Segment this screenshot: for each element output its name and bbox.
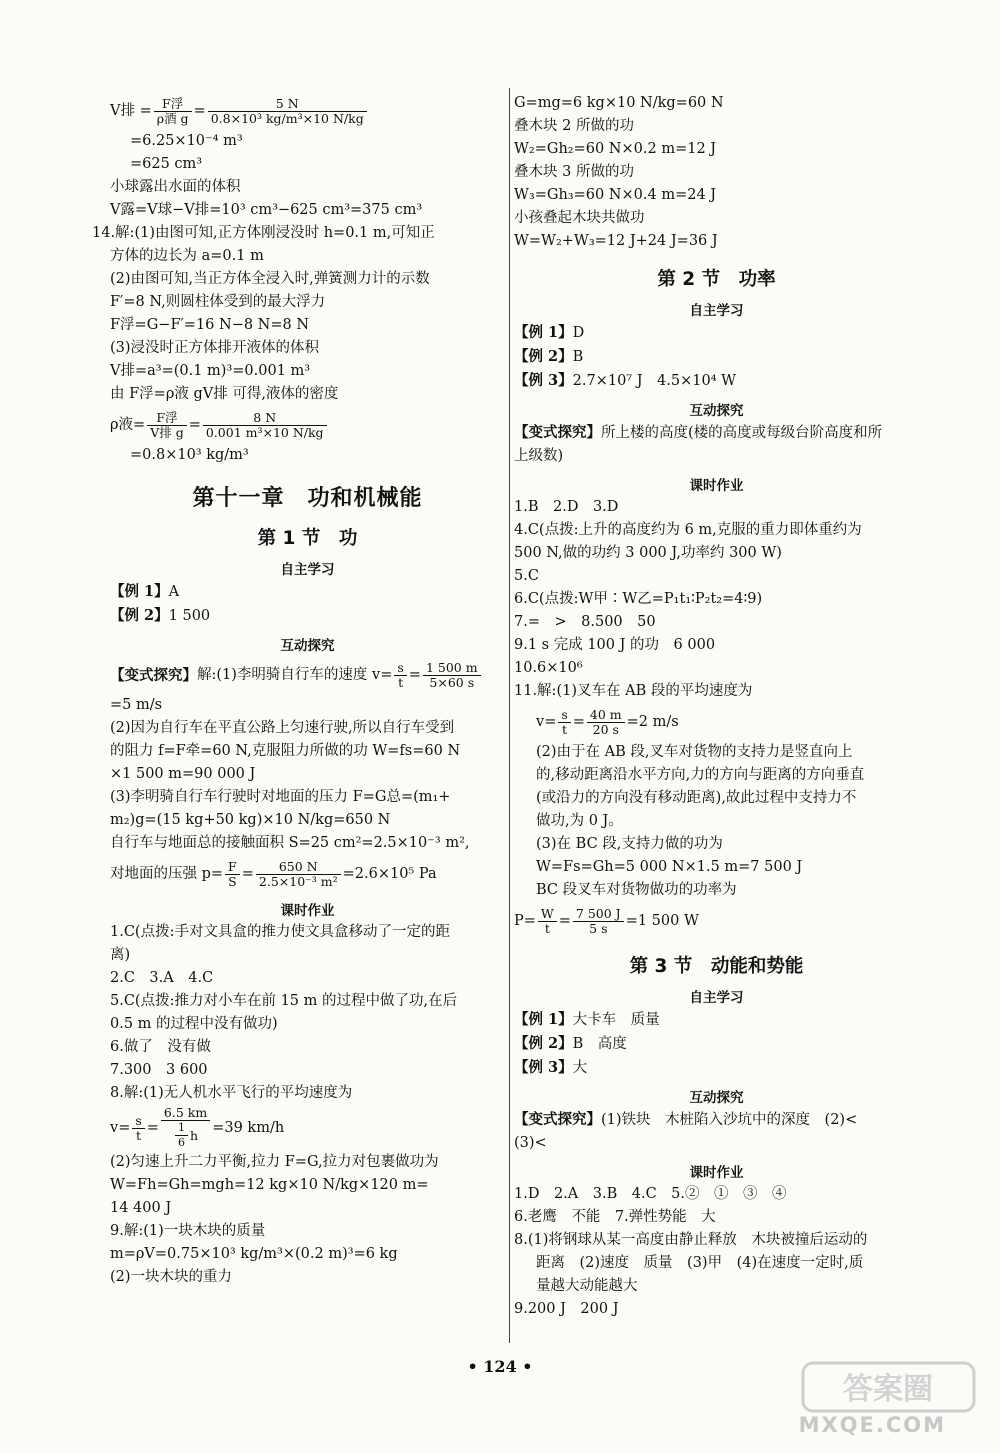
text-line: W₃=Gh₃=60 N×0.4 m=24 J [514, 187, 717, 203]
fraction: $\frac{1 500 m}{5\times 60 s}$ [423, 661, 481, 690]
text-line: =6.25×10⁻⁴ m³ [130, 133, 243, 149]
answer-line: 7.= > 8.500 50 [514, 614, 656, 630]
text-line: (3)浸没时正方体排开液体的体积 [110, 340, 320, 356]
text-line: ×1 500 m=90 000 J [110, 766, 256, 782]
answer-line: (2)一块木块的重力 [110, 1269, 233, 1285]
text-line: 由 F浮=ρ液 gV排 可得,液体的密度 [110, 386, 339, 402]
left-column [92, 92, 505, 1289]
example-1: 【例 1】A [110, 583, 180, 600]
fraction: $\frac{s}{t}$ [132, 1114, 144, 1143]
fraction: $\frac{650 N}{\text{2.5×10⁻³ m²}}$ [256, 860, 341, 889]
svg-text:答案圈: 答案圈 [843, 1372, 933, 1407]
answer-line: 500 N,做的功约 3 000 J,功率约 300 W) [514, 545, 782, 561]
fraction: $\frac{W}{t}$ [538, 907, 557, 936]
subheading: 课时作业 [689, 478, 744, 494]
answer-line: (或沿力的方向没有移动距离),故此过程中支持力不 [536, 790, 857, 806]
answer-line: W=Fs=Gh=5 000 N×1.5 m=7 500 J [536, 859, 803, 875]
answer-line: (3)在 BC 段,支持力做的功为 [536, 836, 723, 852]
text-line: =0.8×10³ kg/m³ [130, 447, 249, 463]
example-2: 【例 2】B [514, 348, 584, 365]
answer-line: 6.老鹰 不能 7.弹性势能 大 [514, 1209, 716, 1225]
variant-explore: 【变式探究】所上楼的高度(楼的高度或每级台阶高度和所 [514, 424, 883, 441]
page-number: • 124 • [467, 1357, 533, 1376]
answer-line: 5.C(点拨:推力对小车在前 15 m 的过程中做了功,在后 [110, 993, 458, 1009]
fraction: $\frac{\text{F浮}}{\text{V排 g}}$ [147, 411, 187, 440]
text-line: 叠木块 3 所做的功 [514, 164, 634, 180]
answer-line: W=Fh=Gh=mgh=12 kg×10 N/kg×120 m= [110, 1177, 429, 1193]
answer-line: 1.C(点拨:手对文具盒的推力使文具盒移动了一定的距 [110, 924, 450, 940]
fraction: $\frac{s}{t}$ [558, 708, 570, 737]
answer-line: 做功,为 0 J。 [536, 813, 623, 829]
answer-line: 8.解:(1)无人机水平飞行的平均速度为 [110, 1085, 353, 1101]
answer-line: m=ρV=0.75×10³ kg/m³×(0.2 m)³=6 kg [110, 1246, 398, 1262]
answer-line: 4.C(点拨:上升的高度约为 6 m,克服的重力即体重约为 [514, 522, 862, 538]
example-2: 【例 2】B 高度 [514, 1035, 627, 1052]
section-title: 第 2 节 功率 [657, 269, 776, 290]
text-line: =5 m/s [110, 697, 163, 713]
answer-line: 10.6×10⁶ [514, 660, 583, 676]
formula-rho: ρ液= $\frac{\text{F浮}}{\text{V排 g}}$ = $\frac{8 N}{\text{0.001 m³×10 N/kg}}$ [110, 406, 505, 444]
text-line: V露=V球−V排=10³ cm³−625 cm³=375 cm³ [110, 202, 423, 218]
answer-line: 7.300 3 600 [110, 1062, 208, 1078]
formula-pressure: 对地面的压强 p= $\frac{F}{S}$ = $\frac{650 N}{\text{2.5×10⁻³ m²}}$ =2.6×10⁵ Pa [110, 858, 437, 889]
formula-forklift-speed: v= $\frac{s}{t}$ = $\frac{40 m}{20 s}$ =2 m/s [536, 706, 679, 737]
text-line: V排=a³=(0.1 m)³=0.001 m³ [110, 363, 311, 379]
example-1: 【例 1】大卡车 质量 [514, 1011, 660, 1028]
right-column [514, 92, 919, 1321]
text-line: 上级数) [514, 448, 564, 464]
text-line: 自行车与地面总的接触面积 S=25 cm²=2.5×10⁻³ m², [110, 835, 470, 851]
answer-line: 1.B 2.D 3.D [514, 499, 619, 515]
text-line: F浮=G−F′=16 N−8 N=8 N [110, 317, 310, 333]
answer-line: 距离 (2)速度 质量 (3)甲 (4)在速度一定时,质 [536, 1255, 864, 1271]
text-line: (3)李明骑自行车行驶时对地面的压力 F=G总=(m₁+ [110, 789, 451, 805]
text-line: 叠木块 2 所做的功 [514, 118, 634, 134]
answer-line: 11.解:(1)叉车在 AB 段的平均速度为 [514, 683, 753, 699]
section-title: 第 3 节 动能和势能 [629, 956, 804, 977]
subheading: 自主学习 [689, 990, 744, 1006]
text-line: =625 cm³ [130, 156, 203, 172]
answer-line: 6.做了 没有做 [110, 1039, 211, 1055]
fraction: $\frac{8 N}{\text{0.001 m³×10 N/kg}}$ [203, 411, 327, 440]
answer-line: 离) [110, 947, 131, 963]
example-1: 【例 1】D [514, 324, 585, 341]
text-line: 方体的边长为 a=0.1 m [110, 248, 264, 264]
section-title: 第 1 节 功 [257, 528, 358, 549]
variant-explore: 【变式探究】(1)铁块 木桩陷入沙坑中的深度 (2)< [514, 1111, 858, 1128]
fraction: $\frac{7 500 J}{5 s}$ [573, 907, 624, 936]
text-line: 的阻力 f=F牵=60 N,克服阻力所做的功 W=fs=60 N [110, 743, 461, 759]
answer-line: 5.C [514, 568, 539, 584]
text-line: W₂=Gh₂=60 N×0.2 m=12 J [514, 141, 717, 157]
formula-v-pai: V排 = $\frac{\text{F浮}}{\text{ρ酒 g}}$ = $\frac{5 N}{\text{0.8×10³ kg/m³×10 N/kg}}$ [110, 92, 505, 130]
answer-line: 1.D 2.A 3.B 4.C 5.② ① ③ ④ [514, 1186, 787, 1202]
column-divider [509, 88, 510, 1343]
fraction: $\frac{F}{S}$ [225, 860, 240, 889]
answer-line: BC 段叉车对货物做功的功率为 [536, 882, 737, 898]
answer-line: (2)匀速上升二力平衡,拉力 F=G,拉力对包裹做功为 [110, 1154, 439, 1170]
fraction: 6.5 km $\frac{1}{6}$ h [161, 1106, 210, 1150]
subheading: 自主学习 [280, 562, 335, 578]
text-line: m₂)g=(15 kg+50 kg)×10 N/kg=650 N [110, 812, 391, 828]
text-line: (2)因为自行车在平直公路上匀速行驶,所以自行车受到 [110, 720, 455, 736]
watermark-site: MXQE.COM [798, 1413, 946, 1437]
fraction: $\frac{s}{t}$ [394, 661, 406, 690]
subheading: 自主学习 [689, 303, 744, 319]
text-line: 小孩叠起木块共做功 [514, 210, 645, 226]
example-3: 【例 3】2.7×10⁷ J 4.5×10⁴ W [514, 372, 737, 389]
answer-line: 9.200 J 200 J [514, 1301, 619, 1317]
formula-drone-speed: v= $\frac{s}{t}$ = 6.5 km $\frac{1}{6}$ h =39 km/h [110, 1105, 285, 1149]
formula-power: P= $\frac{W}{t}$ = $\frac{7 500 J}{5 s}$ =1 500 W [514, 905, 699, 936]
variant-explore: 【变式探究】 解:(1)李明骑自行车的速度 v= $\frac{s}{t}$ = $\frac{1 500 m}{5\times 60 s}$ [110, 656, 505, 694]
text-line: G=mg=6 kg×10 N/kg=60 N [514, 95, 724, 111]
fraction: $\frac{\text{F浮}}{\text{ρ酒 g}}$ [154, 97, 192, 126]
answer-line: 14 400 J [110, 1200, 172, 1216]
chapter-title: 第十一章 功和机械能 [192, 486, 423, 511]
text-line: F′=8 N,则圆柱体受到的最大浮力 [110, 294, 326, 310]
problem-14: 14.解:(1)由图可知,正方体刚浸没时 h=0.1 m,可知正 [92, 225, 435, 241]
fraction: $\frac{5 N}{\text{0.8×10³ kg/m³×10 N/kg}}$ [208, 97, 367, 126]
text-line: W=W₂+W₃=12 J+24 J=36 J [514, 233, 718, 249]
example-3: 【例 3】大 [514, 1059, 588, 1076]
subheading: 互动探究 [280, 638, 335, 654]
answer-line: 6.C(点拨:W甲∶W乙=P₁t₁∶P₂t₂=4∶9) [514, 591, 763, 607]
answer-line: 9.解:(1)一块木块的质量 [110, 1223, 266, 1239]
example-2: 【例 2】1 500 [110, 607, 211, 624]
answer-line: 2.C 3.A 4.C [110, 970, 214, 986]
watermark-logo [798, 1361, 976, 1445]
text-line: (2)由图可知,当正方体全浸入时,弹簧测力计的示数 [110, 271, 430, 287]
answer-line: 0.5 m 的过程中没有做功) [110, 1016, 278, 1032]
subheading: 课时作业 [280, 903, 335, 919]
answer-line: 8.(1)将钢球从某一高度由静止释放 木块被撞后运动的 [514, 1232, 868, 1248]
answer-line: 9.1 s 完成 100 J 的功 6 000 [514, 637, 716, 653]
answer-line: 的,移动距离沿水平方向,力的方向与距离的方向垂直 [536, 767, 865, 783]
answer-line: (2)由于在 AB 段,叉车对货物的支持力是竖直向上 [536, 744, 853, 760]
answer-line: 量越大动能越大 [536, 1278, 638, 1294]
subheading: 互动探究 [689, 403, 744, 419]
subheading: 互动探究 [689, 1090, 744, 1106]
text-line: 小球露出水面的体积 [110, 179, 241, 195]
text-line: (3)< [514, 1135, 547, 1151]
subheading: 课时作业 [689, 1165, 744, 1181]
fraction: $\frac{40 m}{20 s}$ [587, 708, 625, 737]
